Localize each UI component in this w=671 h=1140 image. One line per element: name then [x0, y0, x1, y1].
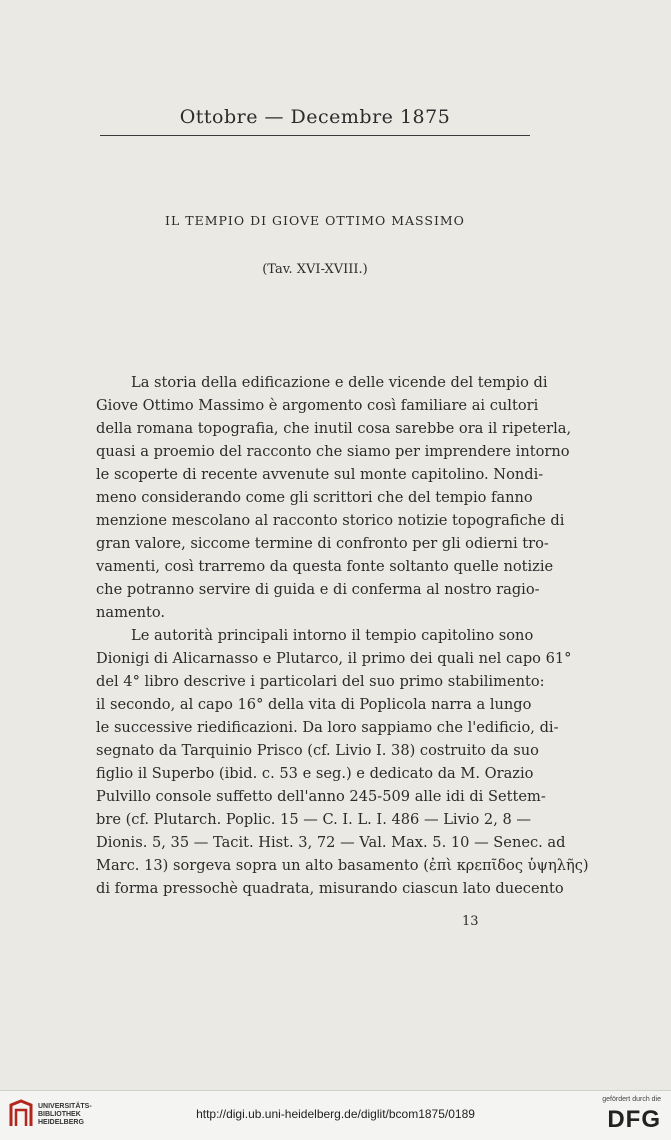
text-line: Dionis. 5, 35 — Tacit. Hist. 3, 72 — Val. Max. 5. 10 — Senec. ad: [96, 834, 566, 851]
text-line: le successive riedificazioni. Da loro sappiamo che l'edificio, di-: [96, 719, 559, 736]
text-line: Le autorità principali intorno il tempio capitolino sono: [131, 627, 534, 644]
text-line: della romana topografia, che inutil cosa sarebbe ora il ripeterla,: [96, 420, 572, 437]
text-line: Giove Ottimo Massimo è argomento così familiare ai cultori: [96, 397, 539, 414]
text-line: le scoperte di recente avvenute sul monte capitolino. Nondi-: [96, 466, 544, 483]
article-title: IL TEMPIO DI GIOVE OTTIMO MASSIMO: [165, 213, 465, 228]
text-line: che potranno servire di guida e di conferma al nostro ragio-: [96, 581, 540, 598]
text-line: del 4° libro descrive i particolari del suo primo stabilimento:: [96, 673, 545, 690]
text-line: bre (cf. Plutarch. Poplic. 15 — C. I. L. I. 486 — Livio 2, 8 —: [96, 811, 531, 828]
text-line: segnato da Tarquinio Prisco (cf. Livio I. 38) costruito da suo: [96, 742, 539, 759]
dfg-logo: DFG: [607, 1106, 661, 1133]
page-number: 13: [462, 914, 479, 929]
footer-bar: [0, 1090, 671, 1140]
text-line: vamenti, così trarremo da questa fonte soltanto quelle notizie: [96, 558, 554, 575]
body-text: [96, 371, 589, 900]
text-line: il secondo, al capo 16° della vita di Poplicola narra a lungo: [96, 696, 532, 713]
running-head: Ottobre — Decembre 1875: [179, 106, 451, 128]
text-line: namento.: [96, 604, 166, 621]
text-line: meno considerando come gli scrittori che del tempio fanno: [96, 489, 533, 506]
library-name: UNIVERSITÄTS- BIBLIOTHEK HEIDELBERG: [38, 1103, 92, 1126]
text-line: Dionigi di Alicarnasso e Plutarco, il primo dei quali nel capo 61°: [96, 650, 572, 667]
text-line: Marc. 13) sorgeva sopra un alto basamento (ἐπὶ κρεπῖδος ὑψηλῆς): [96, 857, 589, 874]
text-line: La storia della edificazione e delle vicende del tempio di: [131, 374, 548, 391]
plate-reference: (Tav. XVI-XVIII.): [262, 262, 368, 277]
header-rule: [100, 135, 530, 136]
funded-by-label: gefördert durch die: [602, 1096, 661, 1103]
source-url[interactable]: http://digi.ub.uni-heidelberg.de/diglit/bcom1875/0189: [196, 1107, 475, 1121]
text-line: menzione mescolano al racconto storico notizie topografiche di: [96, 512, 565, 529]
text-line: figlio il Superbo (ibid. c. 53 e seg.) e dedicato da M. Orazio: [96, 765, 534, 782]
text-line: di forma pressochè quadrata, misurando ciascun lato duecento: [96, 880, 564, 897]
text-line: Pulvillo console suffetto dell'anno 245-509 alle idi di Settem-: [96, 788, 546, 805]
text-line: gran valore, siccome termine di confronto per gli odierni tro-: [96, 535, 549, 552]
text-line: quasi a proemio del racconto che siamo per imprendere intorno: [96, 443, 570, 460]
